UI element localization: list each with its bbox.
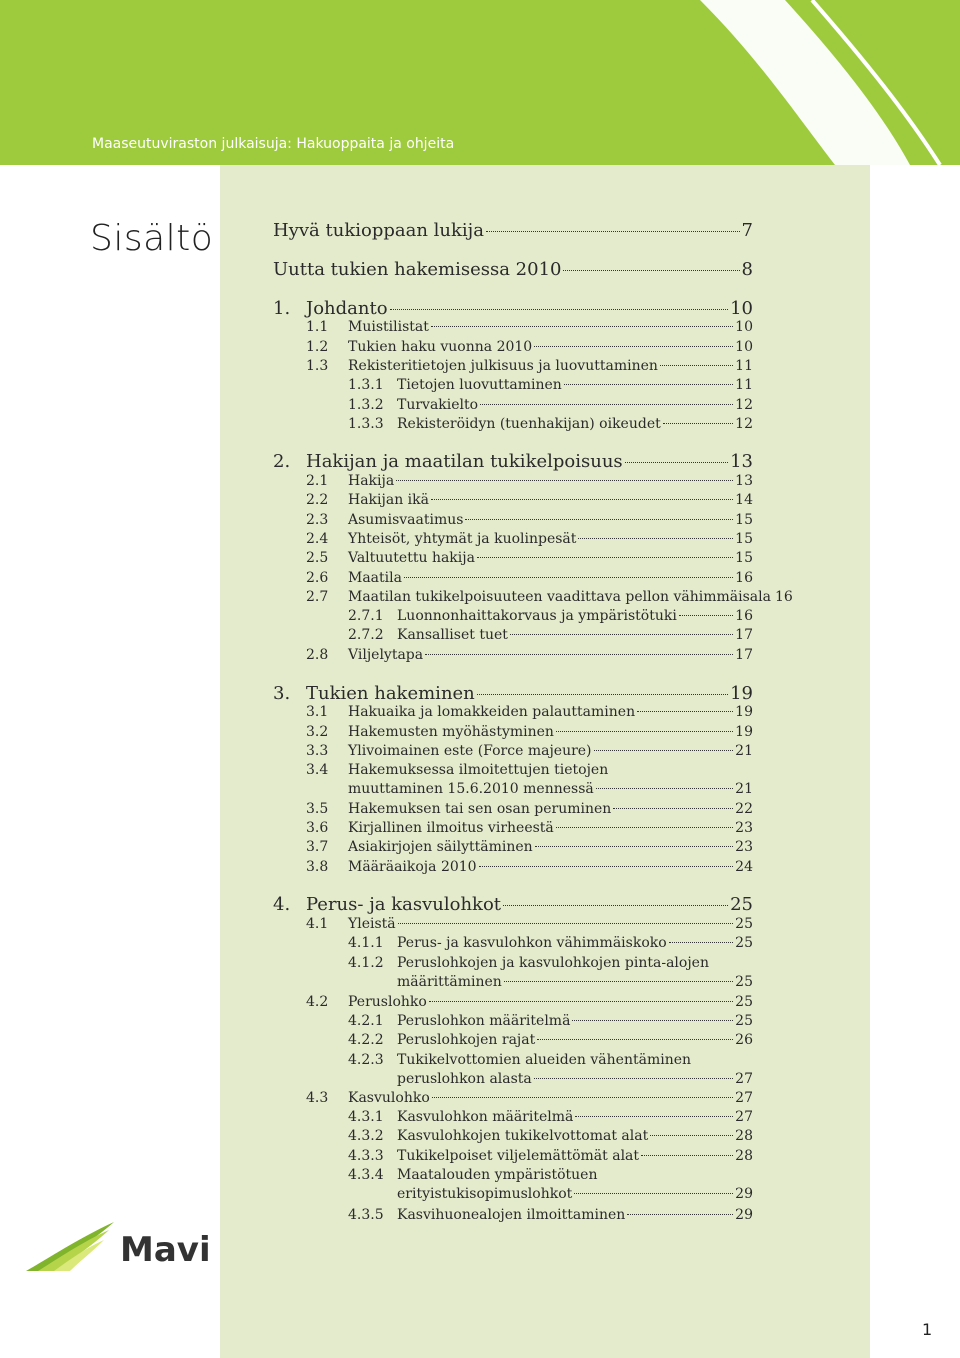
- toc-page-number: 22: [735, 801, 753, 817]
- toc-entry-number: 4.3.1: [348, 1109, 384, 1125]
- toc-page-number: 28: [735, 1128, 753, 1144]
- toc-leader-dots: [429, 1001, 733, 1002]
- toc-entry-number: 3.6: [306, 820, 329, 836]
- toc-leader-dots: [479, 866, 734, 867]
- toc-entry[interactable]: [397, 397, 753, 413]
- toc-page-number: 25: [730, 894, 753, 915]
- toc-entry-title: Kasvihuonealojen ilmoittaminen: [397, 1207, 626, 1223]
- toc-leader-dots: [613, 808, 733, 809]
- toc-entry-title: Valtuutettu hakija: [348, 550, 475, 566]
- toc-page-number: 13: [735, 473, 753, 489]
- toc-entry-number: 1.2: [306, 339, 329, 355]
- toc-entry-number: 1.3.1: [348, 377, 384, 393]
- toc-entry-number: 1.3.2: [348, 397, 384, 413]
- toc-entry[interactable]: [306, 683, 753, 704]
- toc-page-number: 17: [735, 627, 753, 643]
- toc-page-number: 27: [735, 1090, 753, 1106]
- toc-page-number: 14: [735, 492, 753, 508]
- toc-entry[interactable]: [348, 550, 753, 566]
- toc-entry[interactable]: [397, 1013, 753, 1029]
- toc-page-number: 10: [730, 298, 753, 319]
- toc-entry-number: 4.2.3: [348, 1052, 384, 1068]
- toc-page-number: 19: [730, 683, 753, 704]
- toc-entry-title: Kasvulohkojen tukikelvottomat alat: [397, 1128, 649, 1144]
- toc-entry[interactable]: [397, 1109, 753, 1125]
- toc-entry-number: 4.1.2: [348, 955, 384, 971]
- toc-entry-number: 4.2.2: [348, 1032, 384, 1048]
- toc-leader-dots: [477, 694, 728, 695]
- toc-page-number: 29: [735, 1186, 753, 1202]
- contents-heading: Sisältö: [90, 218, 214, 259]
- toc-leader-dots: [480, 404, 733, 405]
- toc-page-number: 28: [735, 1148, 753, 1164]
- toc-leader-dots: [564, 384, 733, 385]
- toc-leader-dots: [572, 1020, 733, 1021]
- toc-entry-title: Hakija: [348, 473, 395, 489]
- toc-entry-title: peruslohkon alasta: [397, 1071, 532, 1087]
- toc-entry[interactable]: [348, 724, 753, 740]
- toc-entry-title: Kasvulohkon määritelmä: [397, 1109, 574, 1125]
- toc-entry[interactable]: [348, 570, 753, 586]
- toc-entry-title: muuttaminen 15.6.2010 mennessä: [348, 781, 594, 797]
- toc-page-number: 29: [735, 1207, 753, 1223]
- toc-page-number: 24: [735, 859, 753, 875]
- toc-leader-dots: [637, 711, 733, 712]
- toc-leader-dots: [574, 1193, 733, 1194]
- toc-entry-number: 2.7.1: [348, 608, 384, 624]
- toc-entry-title: Tietojen luovuttaminen: [397, 377, 562, 393]
- toc-entry[interactable]: [397, 1071, 753, 1087]
- toc-leader-dots: [627, 1214, 733, 1215]
- toc-entry-number: 2.3: [306, 512, 329, 528]
- toc-leader-dots: [537, 1039, 733, 1040]
- toc-leader-dots: [596, 788, 733, 789]
- toc-entry-number: 1.: [273, 298, 291, 319]
- toc-entry[interactable]: [348, 1090, 753, 1106]
- toc-entry[interactable]: [306, 894, 753, 915]
- toc-entry[interactable]: [348, 916, 753, 932]
- toc-entry-number: 2.: [273, 451, 291, 472]
- toc-leader-dots: [404, 577, 733, 578]
- toc-entry-title: Maatila: [348, 570, 402, 586]
- toc-entry-title: Hakemuksen tai sen osan peruminen: [348, 801, 612, 817]
- toc-page-number: 10: [735, 319, 753, 335]
- toc-leader-dots: [398, 923, 734, 924]
- toc-entry-title[interactable]: Hakemuksessa ilmoitettujen tietojen: [348, 762, 609, 778]
- toc-entry-number: 3.2: [306, 724, 329, 740]
- toc-entry-number: 2.2: [306, 492, 329, 508]
- toc-entry-title: Määräaikoja 2010: [348, 859, 477, 875]
- toc-entry-title: Hakemusten myöhästyminen: [348, 724, 554, 740]
- toc-page-number: 16: [735, 608, 753, 624]
- toc-entry-title: Kirjallinen ilmoitus virheestä: [348, 820, 554, 836]
- toc-entry-title: Hakuaika ja lomakkeiden palauttaminen: [348, 704, 636, 720]
- toc-entry-title: Turvakielto: [397, 397, 479, 413]
- toc-entry-title: Rekisteritietojen julkisuus ja luovuttaminen: [348, 358, 658, 374]
- toc-page-number: 12: [735, 397, 753, 413]
- toc-entry-title: Asiakirjojen säilyttäminen: [348, 839, 533, 855]
- toc-entry-title: Peruslohkojen rajat: [397, 1032, 536, 1048]
- toc-entry-title: Kansalliset tuet: [397, 627, 508, 643]
- toc-page-number: 25: [735, 1013, 753, 1029]
- toc-entry[interactable]: [397, 1186, 753, 1202]
- toc-entry-title: Luonnonhaittakorvaus ja ympäristötuki: [397, 608, 677, 624]
- toc-entry-title: Hakijan ja maatilan tukikelpoisuus: [306, 451, 623, 472]
- toc-page-number: 25: [735, 994, 753, 1010]
- toc-entry[interactable]: [348, 473, 753, 489]
- toc-page-number: 13: [730, 451, 753, 472]
- toc-entry-number: 4.3.5: [348, 1207, 384, 1223]
- toc-entry-number: 3.8: [306, 859, 329, 875]
- toc-leader-dots: [503, 905, 728, 906]
- toc-leader-dots: [477, 557, 733, 558]
- toc-entry-title: Asumisvaatimus: [348, 512, 464, 528]
- toc-leader-dots: [578, 538, 733, 539]
- toc-entry-number: 2.8: [306, 647, 329, 663]
- toc-leader-dots: [663, 423, 733, 424]
- toc-entry-number: 4.1: [306, 916, 329, 932]
- toc-leader-dots: [396, 480, 733, 481]
- toc-page-number: 23: [735, 820, 753, 836]
- toc-entry-number: 3.3: [306, 743, 329, 759]
- toc-entry-number: 4.1.1: [348, 935, 384, 951]
- toc-leader-dots: [669, 942, 734, 943]
- toc-entry[interactable]: [348, 781, 753, 797]
- toc-leader-dots: [534, 1078, 733, 1079]
- toc-leader-dots: [432, 1097, 733, 1098]
- toc-entry-number: 1.1: [306, 319, 329, 335]
- toc-page-number: 8: [741, 259, 753, 280]
- toc-page-number: 12: [735, 416, 753, 432]
- toc-entry-number: 2.6: [306, 570, 329, 586]
- toc-entry[interactable]: [348, 512, 753, 528]
- toc-leader-dots: [534, 346, 733, 347]
- toc-entry-title: Hyvä tukioppaan lukija: [273, 220, 484, 241]
- toc-leader-dots: [650, 1135, 733, 1136]
- toc-entry[interactable]: [348, 319, 753, 335]
- toc-entry[interactable]: [348, 994, 753, 1010]
- toc-leader-dots: [486, 231, 740, 232]
- toc-entry[interactable]: [397, 935, 753, 951]
- toc-page-number: 23: [735, 839, 753, 855]
- toc-entry[interactable]: [273, 259, 753, 280]
- toc-entry-title: määrittäminen: [397, 974, 502, 990]
- toc-entry-number: 4.2.1: [348, 1013, 384, 1029]
- toc-entry[interactable]: [348, 704, 753, 720]
- toc-entry-title: Uutta tukien hakemisessa 2010: [273, 259, 562, 280]
- toc-entry[interactable]: [397, 1148, 753, 1164]
- toc-leader-dots: [431, 499, 733, 500]
- toc-entry[interactable]: [348, 743, 753, 759]
- toc-entry-title: Tukien haku vuonna 2010: [348, 339, 533, 355]
- toc-entry-title: Yleistä: [348, 916, 396, 932]
- toc-entry-number: 4.3.2: [348, 1128, 384, 1144]
- toc-entry-title: Kasvulohko: [348, 1090, 430, 1106]
- toc-entry[interactable]: [348, 492, 753, 508]
- toc-entry-number: 2.4: [306, 531, 329, 547]
- page-number: 1: [922, 1320, 933, 1339]
- toc-page-number: 16: [735, 570, 753, 586]
- toc-entry-title[interactable]: Tukikelvottomien alueiden vähentäminen: [397, 1052, 692, 1068]
- toc-leader-dots: [575, 1116, 733, 1117]
- toc-entry-title: Ylivoimainen este (Force majeure): [348, 743, 592, 759]
- toc-page-number: 15: [735, 512, 753, 528]
- toc-page-number: 16: [774, 589, 793, 605]
- toc-entry-title: Perus- ja kasvulohkot: [306, 894, 502, 915]
- toc-entry-title: erityistukisopimuslohkot: [397, 1186, 573, 1202]
- toc-page-number: 21: [735, 743, 753, 759]
- toc-page-number: 7: [741, 220, 753, 241]
- toc-page-number: 11: [735, 377, 753, 393]
- toc-leader-dots: [563, 270, 739, 271]
- toc-entry[interactable]: [306, 298, 753, 319]
- toc-entry-title: Tukikelpoiset viljelemättömät alat: [397, 1148, 640, 1164]
- toc-entry-title: Tukien hakeminen: [306, 683, 475, 704]
- toc-page-number: 27: [735, 1109, 753, 1125]
- toc-entry[interactable]: [397, 627, 753, 643]
- toc-entry-title: Rekisteröidyn (tuenhakijan) oikeudet: [397, 416, 661, 432]
- toc-entry[interactable]: [397, 608, 753, 624]
- toc-entry[interactable]: [397, 1128, 753, 1144]
- toc-leader-dots: [535, 846, 733, 847]
- toc-leader-dots: [465, 519, 733, 520]
- toc-page-number: 25: [735, 974, 753, 990]
- toc-leader-dots: [641, 1155, 733, 1156]
- toc-entry-title: Viljelytapa: [348, 647, 424, 663]
- toc-entry[interactable]: [397, 974, 753, 990]
- toc-entry-number: 4.: [273, 894, 291, 915]
- mavi-logo-icon: [24, 1218, 119, 1274]
- toc-leader-dots: [594, 750, 734, 751]
- toc-entry-title: Maatilan tukikelpoisuuteen vaadittava pellon vähimmäisala: [348, 589, 771, 605]
- toc-entry-number: 4.3.4: [348, 1167, 384, 1183]
- toc-entry-number: 3.5: [306, 801, 329, 817]
- toc-leader-dots: [504, 981, 733, 982]
- toc-entry-title: Peruslohkon määritelmä: [397, 1013, 571, 1029]
- toc-page-number: 25: [735, 935, 753, 951]
- toc-leader-dots: [390, 309, 729, 310]
- toc-entry[interactable]: [348, 859, 753, 875]
- toc-page-number: 17: [735, 647, 753, 663]
- toc-entry-number: 2.7: [306, 589, 329, 605]
- toc-leader-dots: [679, 615, 733, 616]
- toc-leader-dots: [510, 634, 733, 635]
- toc-entry[interactable]: [348, 531, 753, 547]
- toc-page-number: 19: [735, 724, 753, 740]
- toc-entry[interactable]: [348, 839, 753, 855]
- toc-leader-dots: [660, 365, 733, 366]
- toc-entry[interactable]: [306, 451, 753, 472]
- toc-page-number: 19: [735, 704, 753, 720]
- toc-entry-title: Hakijan ikä: [348, 492, 429, 508]
- toc-entry[interactable]: [397, 1032, 753, 1048]
- toc-entry[interactable]: [397, 1207, 753, 1223]
- toc-entry[interactable]: [397, 416, 753, 432]
- publication-title: Maaseutuviraston julkaisuja: Hakuoppaita ja ohjeita: [92, 136, 455, 152]
- toc-page-number: 15: [735, 550, 753, 566]
- mavi-logo-text: Mavi: [120, 1230, 211, 1270]
- toc-page-number: 21: [735, 781, 753, 797]
- toc-entry-number: 2.7.2: [348, 627, 384, 643]
- toc-entry-title: Perus- ja kasvulohkon vähimmäiskoko: [397, 935, 667, 951]
- toc-entry-title: Peruslohko: [348, 994, 427, 1010]
- toc-entry-title: Johdanto: [306, 298, 388, 319]
- toc-entry-title: Yhteisöt, yhtymät ja kuolinpesät: [348, 531, 577, 547]
- toc-entry[interactable]: [348, 589, 793, 605]
- toc-entry-number: 3.7: [306, 839, 329, 855]
- toc-entry-number: 4.3: [306, 1090, 329, 1106]
- toc-page-number: 15: [735, 531, 753, 547]
- toc-leader-dots: [425, 654, 733, 655]
- toc-leader-dots: [556, 827, 733, 828]
- toc-entry-title[interactable]: Peruslohkojen ja kasvulohkojen pinta-alojen: [397, 955, 709, 971]
- toc-leader-dots: [431, 326, 733, 327]
- toc-entry-number: 3.4: [306, 762, 329, 778]
- toc-page-number: 27: [735, 1071, 753, 1087]
- toc-entry[interactable]: [348, 647, 753, 663]
- toc-page-number: 26: [735, 1032, 753, 1048]
- toc-entry-number: 4.3.3: [348, 1148, 384, 1164]
- toc-entry-title[interactable]: Maatalouden ympäristötuen: [397, 1167, 598, 1183]
- toc-page-number: 11: [735, 358, 753, 374]
- toc-entry[interactable]: [348, 339, 753, 355]
- toc-entry-number: 3.1: [306, 704, 329, 720]
- toc-entry-number: 4.2: [306, 994, 329, 1010]
- toc-entry-number: 3.: [273, 683, 291, 704]
- toc-entry-title: Muistilistat: [348, 319, 429, 335]
- toc-entry[interactable]: [273, 220, 753, 241]
- toc-leader-dots: [556, 731, 733, 732]
- toc-page-number: 10: [735, 339, 753, 355]
- toc-entry[interactable]: [348, 820, 753, 836]
- toc-entry[interactable]: [348, 801, 753, 817]
- toc-page-number: 25: [735, 916, 753, 932]
- toc-entry-number: 2.1: [306, 473, 329, 489]
- toc-entry-number: 1.3.3: [348, 416, 384, 432]
- toc-entry[interactable]: [397, 377, 753, 393]
- toc-entry-number: 1.3: [306, 358, 329, 374]
- toc-entry[interactable]: [348, 358, 753, 374]
- toc-leader-dots: [625, 462, 728, 463]
- toc-entry-number: 2.5: [306, 550, 329, 566]
